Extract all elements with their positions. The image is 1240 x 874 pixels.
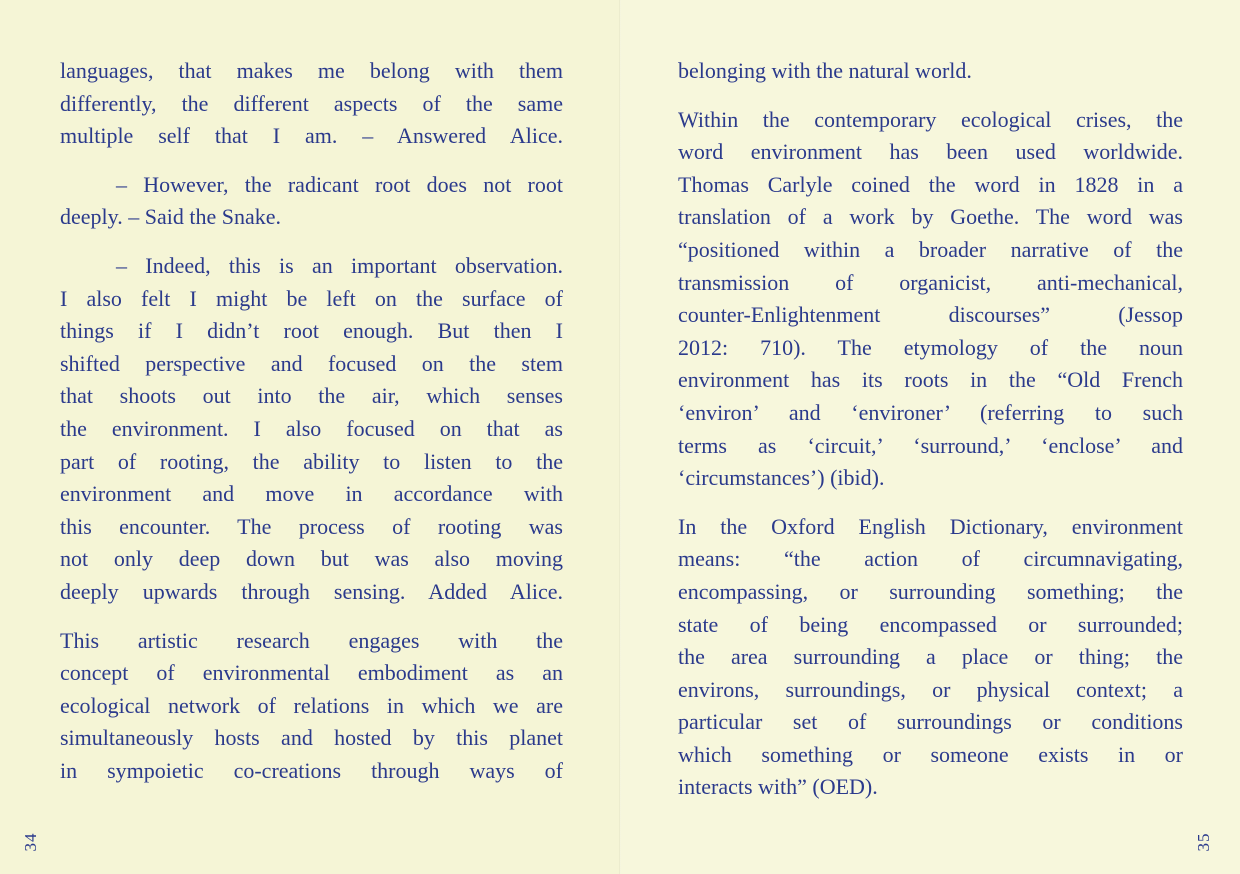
page-right-text-column: [678, 55, 1183, 804]
text-line: interacts with” (OED).: [678, 774, 878, 800]
paragraph: [60, 55, 563, 153]
text-line: In the Oxford English Dictionary, environment: [678, 513, 1183, 539]
page-number-right: 35: [1194, 832, 1213, 852]
text-line: state of being encompassed or surrounded;: [678, 611, 1183, 637]
text-line: Within the contemporary ecological crises, the: [678, 106, 1183, 132]
text-line: belonging with the natural world.: [678, 58, 972, 83]
text-line: which something or someone exists in or: [678, 741, 1183, 767]
text-line: particular set of surroundings or conditions: [678, 709, 1183, 735]
text-line: I also felt I might be left on the surface of: [60, 285, 563, 311]
paragraph: [678, 55, 1183, 88]
text-line: ecological network of relations in which we are: [60, 692, 563, 718]
text-line: environment and move in accordance with: [60, 481, 563, 507]
text-line: the area surrounding a place or thing; the: [678, 644, 1183, 670]
text-line: part of rooting, the ability to listen to the: [60, 448, 563, 474]
text-line: This artistic research engages with the: [60, 627, 563, 653]
text-line: encompassing, or surrounding something; the: [678, 578, 1183, 604]
paragraph: [678, 511, 1183, 804]
paragraph: [60, 250, 563, 609]
paragraph: [60, 169, 563, 234]
paragraph: [60, 625, 563, 788]
text-line: environment has its roots in the “Old French: [678, 367, 1183, 393]
page-number-left: 34: [21, 832, 40, 852]
text-line: transmission of organicist, anti-mechanical,: [678, 269, 1183, 295]
text-line: multiple self that I am. – Answered Alice.: [60, 123, 563, 149]
text-line: concept of environmental embodiment as an: [60, 660, 563, 686]
text-line: – However, the radicant root does not root: [116, 171, 563, 197]
text-line: the environment. I also focused on that as: [60, 415, 563, 441]
text-line: word environment has been used worldwide.: [678, 139, 1183, 165]
text-line: in sympoietic co-creations through ways of: [60, 757, 563, 783]
text-line: languages, that makes me belong with them: [60, 58, 563, 83]
text-line: ‘circumstances’) (ibid).: [678, 465, 885, 491]
text-line: means: “the action of circumnavigating,: [678, 546, 1183, 572]
text-line: ‘environ’ and ‘environer’ (referring to such: [678, 399, 1183, 425]
text-line: Thomas Carlyle coined the word in 1828 in a: [678, 171, 1183, 197]
text-line: this encounter. The process of rooting was: [60, 513, 563, 539]
text-line: deeply. – Said the Snake.: [60, 204, 281, 230]
text-line: that shoots out into the air, which senses: [60, 383, 563, 409]
text-line: shifted perspective and focused on the stem: [60, 350, 563, 376]
text-line: not only deep down but was also moving: [60, 546, 563, 572]
text-line: “positioned within a broader narrative of the: [678, 236, 1183, 262]
text-line: simultaneously hosts and hosted by this planet: [60, 725, 563, 751]
page-left-text-column: [60, 55, 563, 787]
text-line: – Indeed, this is an important observation.: [116, 252, 563, 278]
text-line: counter-Enlightenment discourses” (Jessop: [678, 302, 1183, 328]
text-line: deeply upwards through sensing. Added Alice.: [60, 578, 563, 604]
text-line: differently, the different aspects of the same: [60, 90, 563, 116]
text-line: 2012: 710). The etymology of the noun: [678, 334, 1183, 360]
paragraph: [678, 104, 1183, 495]
text-line: translation of a work by Goethe. The word was: [678, 204, 1183, 230]
text-line: terms as ‘circuit,’ ‘surround,’ ‘enclose’ and: [678, 432, 1183, 458]
page-right: [620, 0, 1240, 874]
text-line: things if I didn’t root enough. But then I: [60, 318, 563, 344]
text-line: environs, surroundings, or physical context; a: [678, 676, 1183, 702]
